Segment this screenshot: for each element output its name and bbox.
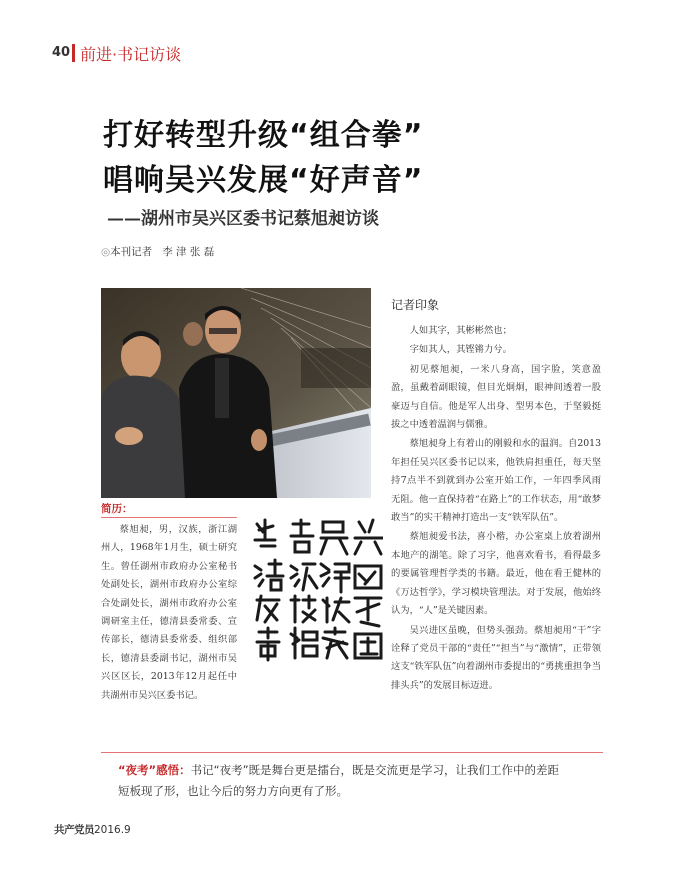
header-accent-bar <box>72 44 75 62</box>
byline <box>101 244 214 259</box>
article-title-line-2: 唱响吴兴发展“好声音” <box>103 163 424 198</box>
calligraphy-image <box>251 516 383 664</box>
bio-heading: 简历： <box>101 503 133 515</box>
impression-text <box>391 322 601 695</box>
calligraphy-signature <box>251 516 383 664</box>
note-divider <box>101 752 603 753</box>
note-label: “夜考”感悟： <box>118 763 191 777</box>
section-title: 前进·书记访谈 <box>80 45 182 64</box>
article-title-line-1: 打好转型升级“组合拳” <box>103 118 424 153</box>
impression-paragraph: 初见蔡旭昶，一米八身高，国字脸，笑意盈盈，虽戴着副眼镜，但目光炯炯，眼神间透着一股豪迈与自信。他是军人出身、型男本色，于坚毅挺拔之中透着温润与儒雅。 <box>391 363 601 431</box>
note-text-line-1: 书记“夜考”既是舞台更是擂台，既是交流更是学习，让我们工作中的差距 <box>190 763 560 777</box>
impression-paragraph: 蔡旭昶爱书法，喜小楷，办公室桌上放着湖州本地产的湖笔。除了习字，他喜欢看书，看得最多的要属管理哲学类的书籍。最近，他在看王健林的《万达哲学》，学习模块管理法。对于发展，他始终认为，“人”是关键因素。 <box>391 531 601 617</box>
note-box <box>118 760 588 802</box>
impression-paragraph: 吴兴进区虽晚，但势头强劲。蔡旭昶用“干”字诠释了党员干部的“责任”“担当”与“激情”，正带领这支“铁军队伍”向着湖州市委提出的“勇挑重担争当排头兵”的发展目标迈进。 <box>391 624 601 691</box>
impression-heading: 记者印象 <box>391 298 440 312</box>
article-photo <box>101 288 371 498</box>
bio-paragraph: 蔡旭昶，男，汉族，浙江湖州人，1968年1月生，硕士研究生。曾任湖州市政府办公室秘书处副处长，湖州市政府办公室综合处副处长，湖州市政府办公室调研室主任，德清县委常委、宣传部长，德清县委常委、组织部长，德清县委副书记，湖州市吴兴区区长，2013年12月起任中共湖州市吴兴区委书记。 <box>101 524 237 701</box>
page-number: 40 <box>52 45 71 60</box>
impression-paragraph: 人如其字，其彬彬然也； <box>409 325 512 336</box>
impression-paragraph: 字如其人，其铿锵力兮。 <box>409 344 512 356</box>
photo-illustration <box>101 288 371 498</box>
impression-paragraph: 蔡旭昶身上有着山的刚毅和水的温润。自2013年担任吴兴区委书记以来，他铁肩担重任，每天坚持7点半不到就到办公室开始工作，一年四季风雨无阻。他一直保持着“在路上”的工作状态，用“敢梦敢当”的实干精神打造出一支“铁军队伍”。 <box>391 438 601 524</box>
byline-authors: 李 津 张 磊 <box>162 246 215 258</box>
bio-text <box>101 521 237 705</box>
byline-label: 本刊记者 <box>110 246 153 258</box>
footer <box>54 822 131 837</box>
issue-date: 2016.9 <box>94 824 131 836</box>
bullet-icon: ◎ <box>101 246 111 258</box>
bio-divider <box>101 517 237 518</box>
magazine-logo: 共产党员 <box>54 824 94 836</box>
article-subtitle: ——湖州市吴兴区委书记蔡旭昶访谈 <box>107 209 379 229</box>
note-text-line-2: 短板现了形，也让今后的努力方向更有了形。 <box>118 784 348 798</box>
